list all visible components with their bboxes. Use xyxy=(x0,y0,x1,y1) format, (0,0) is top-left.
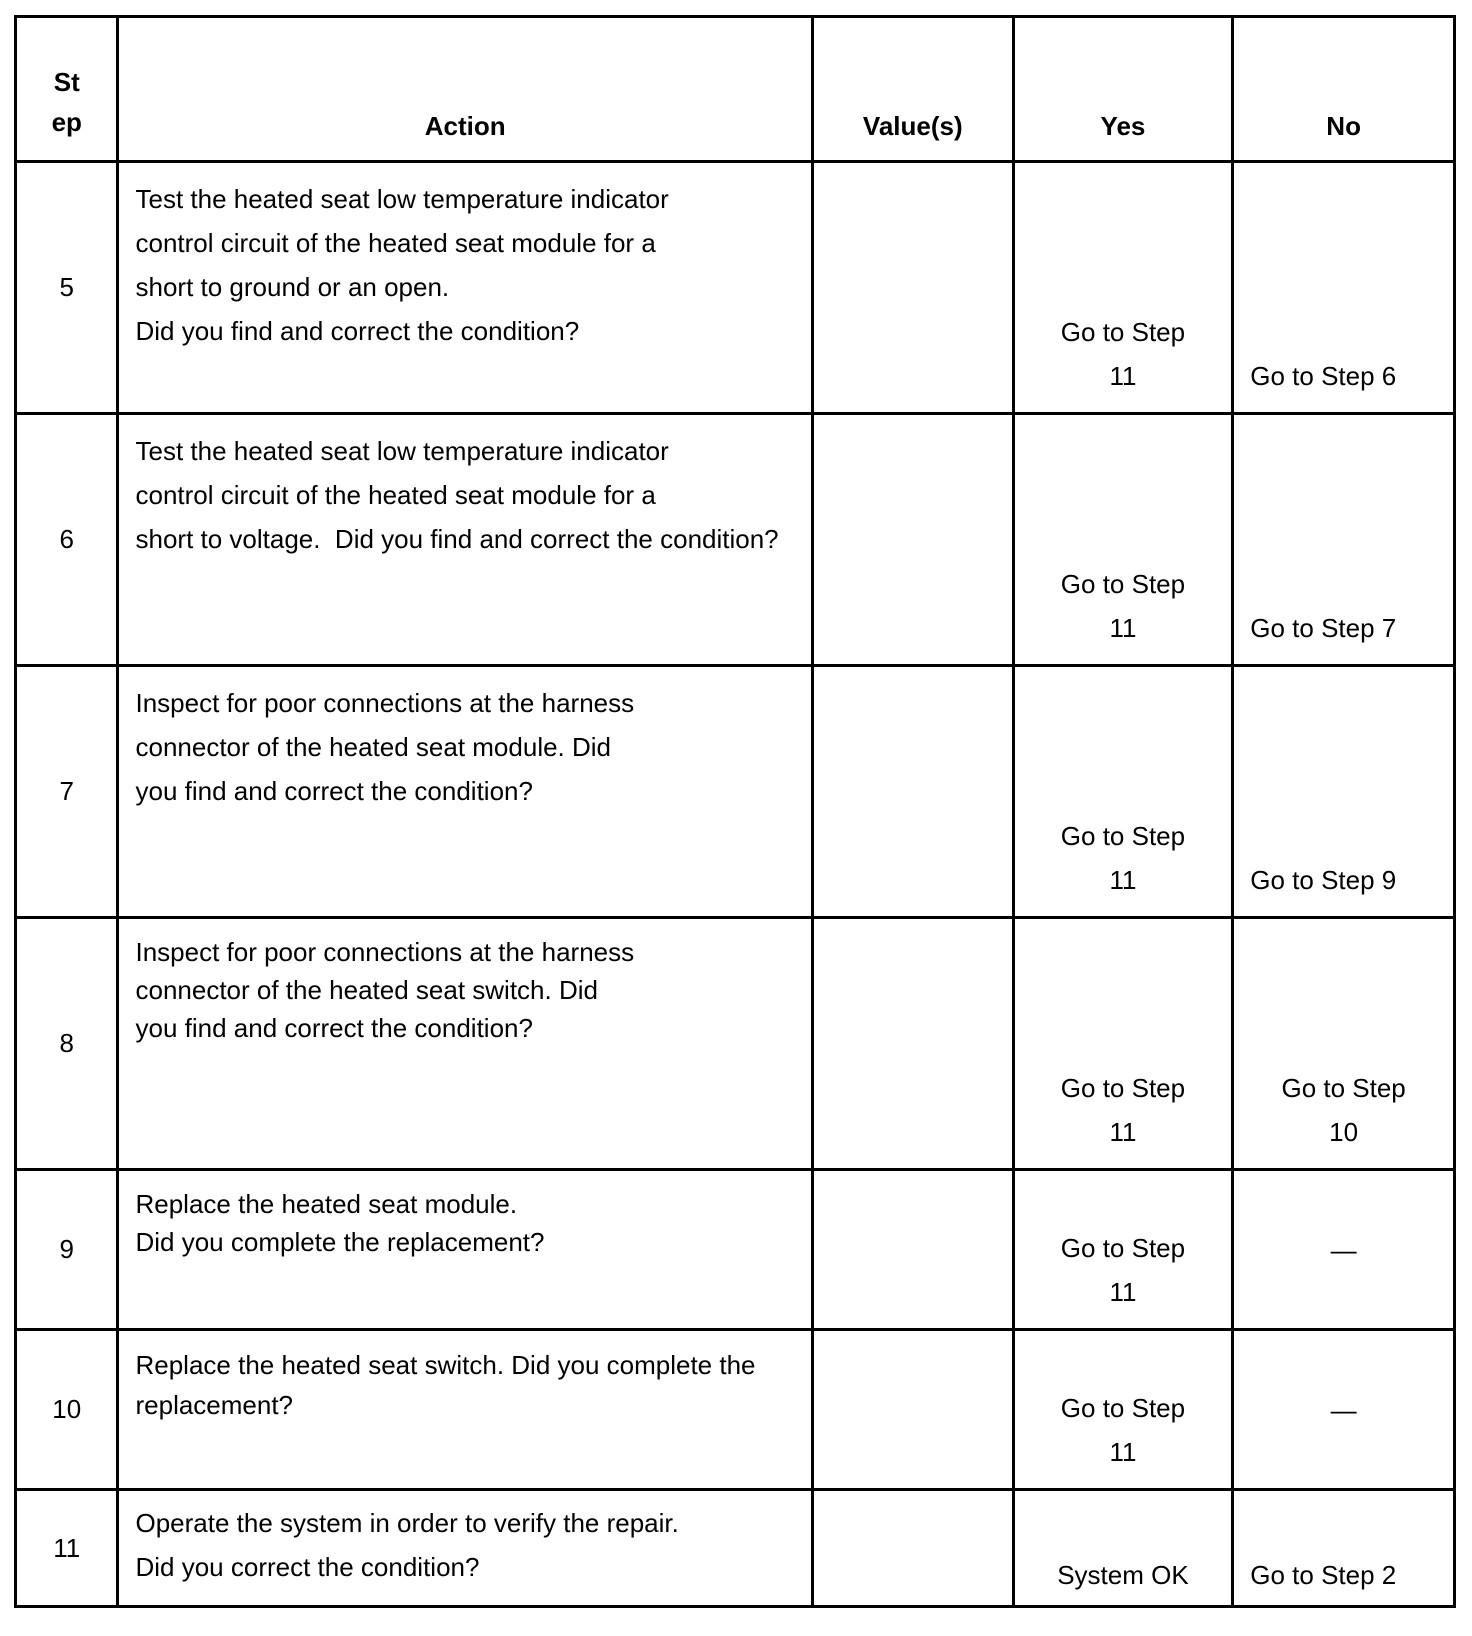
yes-cell: Go to Step 11 xyxy=(1013,666,1233,918)
no-cell: Go to Step 9 xyxy=(1233,666,1455,918)
yes-cell: System OK xyxy=(1013,1490,1233,1607)
diagnostic-table xyxy=(14,15,1456,1608)
yes-cell: Go to Step 11 xyxy=(1013,1330,1233,1490)
table-row xyxy=(16,1330,1455,1490)
value-cell xyxy=(812,918,1013,1170)
yes-cell: Go to Step 11 xyxy=(1013,918,1233,1170)
step-number: 8 xyxy=(16,918,118,1170)
table-row xyxy=(16,414,1455,666)
table-row xyxy=(16,1490,1455,1607)
header-action: Action xyxy=(118,17,812,162)
step-number: 9 xyxy=(16,1170,118,1330)
value-cell xyxy=(812,1170,1013,1330)
no-cell: — xyxy=(1233,1330,1455,1490)
value-cell xyxy=(812,162,1013,414)
yes-cell: Go to Step 11 xyxy=(1013,1170,1233,1330)
table-row xyxy=(16,918,1455,1170)
action-text: Inspect for poor connections at the harness connector of the heated seat module. Did you find and correct the condition? xyxy=(118,666,812,918)
action-text: Replace the heated seat module. Did you complete the replacement? xyxy=(118,1170,812,1330)
step-number: 10 xyxy=(16,1330,118,1490)
no-cell: Go to Step 2 xyxy=(1233,1490,1455,1607)
step-number: 6 xyxy=(16,414,118,666)
table-row xyxy=(16,1170,1455,1330)
header-no: No xyxy=(1233,17,1455,162)
table-row xyxy=(16,666,1455,918)
no-cell: Go to Step 7 xyxy=(1233,414,1455,666)
table-row xyxy=(16,162,1455,414)
header-yes: Yes xyxy=(1013,17,1233,162)
action-text: Inspect for poor connections at the harness connector of the heated seat switch. Did you find and correct the condition? xyxy=(118,918,812,1170)
yes-cell: Go to Step 11 xyxy=(1013,414,1233,666)
action-text: Test the heated seat low temperature indicator control circuit of the heated seat module for a short to voltage. Did you find and correct the condition? xyxy=(118,414,812,666)
action-text: Test the heated seat low temperature indicator control circuit of the heated seat module for a short to ground or an open. Did you find and correct the condition? xyxy=(118,162,812,414)
step-number: 7 xyxy=(16,666,118,918)
no-cell: — xyxy=(1233,1170,1455,1330)
header-step: St ep xyxy=(16,17,118,162)
no-cell: Go to Step 6 xyxy=(1233,162,1455,414)
no-cell: Go to Step 10 xyxy=(1233,918,1455,1170)
value-cell xyxy=(812,1330,1013,1490)
action-text: Operate the system in order to verify the repair. Did you correct the condition? xyxy=(118,1490,812,1607)
action-text: Replace the heated seat switch. Did you complete the replacement? xyxy=(118,1330,812,1490)
value-cell xyxy=(812,666,1013,918)
value-cell xyxy=(812,414,1013,666)
step-number: 11 xyxy=(16,1490,118,1607)
header-values: Value(s) xyxy=(812,17,1013,162)
step-number: 5 xyxy=(16,162,118,414)
yes-cell: Go to Step 11 xyxy=(1013,162,1233,414)
header-row xyxy=(16,17,1455,162)
value-cell xyxy=(812,1490,1013,1607)
